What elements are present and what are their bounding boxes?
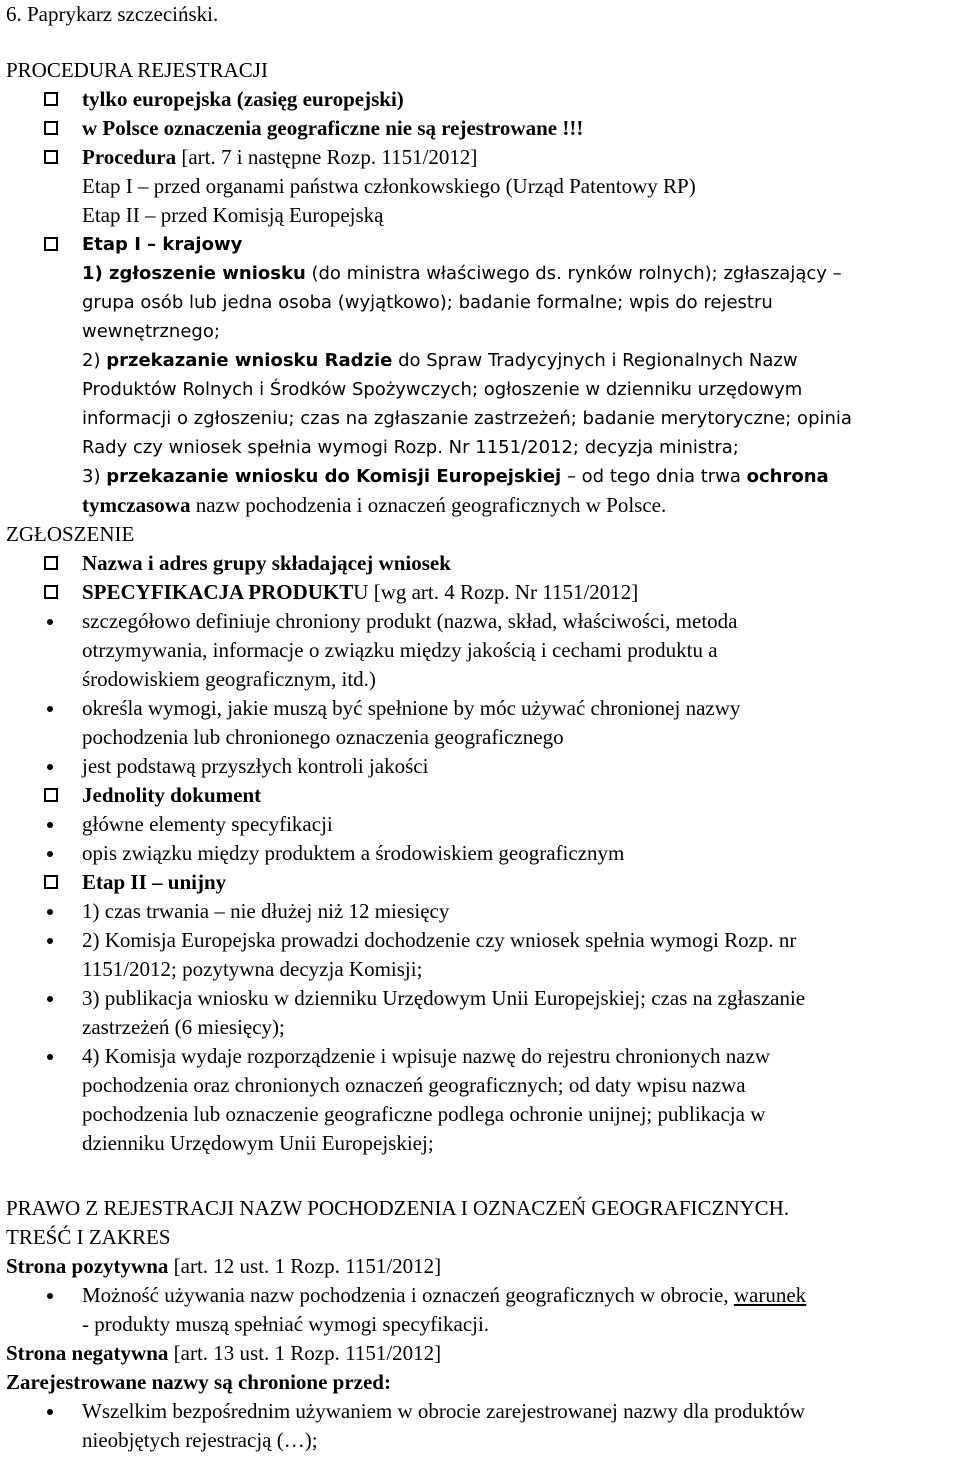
text-line: nieobjętych rejestracją (…); xyxy=(82,1428,318,1452)
checkbox-item: Nazwa i adres grupy składającej wniosek xyxy=(82,551,451,575)
text-line: pochodzenia lub chronionego oznaczenia geograficznego xyxy=(82,725,564,749)
bullet-icon xyxy=(47,851,53,857)
bullet-icon xyxy=(47,1293,53,1299)
bullet-icon xyxy=(47,619,53,625)
text-line: Etap II – przed Komisją Europejską xyxy=(82,203,384,227)
text-line: informacji o zgłoszeniu; czas na zgłaszanie zastrzeżeń; badanie merytoryczne; opinia xyxy=(82,408,852,429)
text-line: otrzymywania, informacje o związku między jakością i cechami produktu a xyxy=(82,638,718,662)
bullet-icon xyxy=(47,822,53,828)
bullet-icon xyxy=(47,764,53,770)
text-line: środowiskiem geograficznym, itd.) xyxy=(82,667,376,691)
checkbox-item: tylko europejska (zasięg europejski) xyxy=(82,87,404,111)
text-line: 1151/2012; pozytywna decyzja Komisji; xyxy=(82,957,423,981)
checkbox-icon xyxy=(44,121,58,135)
text-line: wewnętrznego; xyxy=(82,321,220,342)
checkbox-icon xyxy=(44,237,58,251)
checkbox-icon xyxy=(44,875,58,889)
list-item: główne elementy specyfikacji xyxy=(82,812,333,836)
protection-heading: Zarejestrowane nazwy są chronione przed: xyxy=(6,1370,391,1394)
bullet-icon xyxy=(47,909,53,915)
bullet-icon xyxy=(47,706,53,712)
checkbox-item: Procedura [art. 7 i następne Rozp. 1151/2012] xyxy=(82,145,478,169)
text-line: Rady czy wniosek spełnia wymogi Rozp. Nr 1151/2012; decyzja ministra; xyxy=(82,437,739,458)
application-heading: ZGŁOSZENIE xyxy=(6,522,135,546)
checkbox-icon xyxy=(44,150,58,164)
checkbox-icon xyxy=(44,585,58,599)
text-line: pochodzenia lub oznaczenie geograficzne podlega ochronie unijnej; publikacja w xyxy=(82,1102,766,1126)
text-line: grupa osób lub jedna osoba (wyjątkowo); badanie formalne; wpis do rejestru xyxy=(82,292,773,313)
list-item: 1) czas trwania – nie dłużej niż 12 miesięcy xyxy=(82,899,450,923)
list-item: Możność używania nazw pochodzenia i oznaczeń geograficznych w obrocie, warunek xyxy=(82,1283,807,1307)
checkbox-icon xyxy=(44,92,58,106)
text-line: 1) zgłoszenie wniosku (do ministra właściwego ds. rynków rolnych); zgłaszający – xyxy=(82,263,842,284)
checkbox-icon xyxy=(44,788,58,802)
positive-side-heading: Strona pozytywna [art. 12 ust. 1 Rozp. 1151/2012] xyxy=(6,1254,442,1278)
list-item: określa wymogi, jakie muszą być spełnione by móc używać chronionej nazwy xyxy=(82,696,741,720)
negative-side-heading: Strona negatywna [art. 13 ust. 1 Rozp. 1151/2012] xyxy=(6,1341,442,1365)
scope-heading: TREŚĆ I ZAKRES xyxy=(6,1225,171,1249)
checkbox-item: w Polsce oznaczenia geograficzne nie są rejestrowane !!! xyxy=(82,116,584,140)
text-line: Produktów Rolnych i Środków Spożywczych; ogłoszenie w dzienniku urzędowym xyxy=(82,379,803,400)
bullet-icon xyxy=(47,938,53,944)
text-line: pochodzenia oraz chronionych oznaczeń geograficznych; od daty wpisu nazwa xyxy=(82,1073,746,1097)
checkbox-item: Etap I – krajowy xyxy=(82,234,243,255)
checkbox-item: Etap II – unijny xyxy=(82,870,227,894)
text-line: 2) przekazanie wniosku Radzie do Spraw Tradycyjnych i Regionalnych Nazw xyxy=(82,350,798,371)
rights-heading: PRAWO Z REJESTRACJI NAZW POCHODZENIA I OZNACZEŃ GEOGRAFICZNYCH. xyxy=(6,1196,790,1220)
section-heading: 6. Paprykarz szczeciński. xyxy=(6,2,219,26)
list-item: 3) publikacja wniosku w dzienniku Urzędowym Unii Europejskiej; czas na zgłaszanie xyxy=(82,986,806,1010)
text-line: zastrzeżeń (6 miesięcy); xyxy=(82,1015,285,1039)
bullet-icon xyxy=(47,1054,53,1060)
list-item: jest podstawą przyszłych kontroli jakości xyxy=(82,754,429,778)
checkbox-item: Jednolity dokument xyxy=(82,783,262,807)
procedure-heading: PROCEDURA REJESTRACJI xyxy=(6,58,268,82)
text-line: tymczasowa nazw pochodzenia i oznaczeń geograficznych w Polsce. xyxy=(82,493,667,517)
bullet-icon xyxy=(47,996,53,1002)
text-line: Etap I – przed organami państwa członkowskiego (Urząd Patentowy RP) xyxy=(82,174,696,198)
list-item: szczegółowo definiuje chroniony produkt (nazwa, skład, właściwości, metoda xyxy=(82,609,738,633)
text-line: dzienniku Urzędowym Unii Europejskiej; xyxy=(82,1131,434,1155)
list-item: Wszelkim bezpośrednim używaniem w obrocie zarejestrowanej nazwy dla produktów xyxy=(82,1399,806,1423)
checkbox-icon xyxy=(44,556,58,570)
text-line: - produkty muszą spełniać wymogi specyfikacji. xyxy=(82,1312,490,1336)
list-item: 4) Komisja wydaje rozporządzenie i wpisuje nazwę do rejestru chronionych nazw xyxy=(82,1044,771,1068)
bullet-icon xyxy=(47,1409,53,1415)
checkbox-item: SPECYFIKACJA PRODUKTU [wg art. 4 Rozp. Nr 1151/2012] xyxy=(82,580,639,604)
text-line: 3) przekazanie wniosku do Komisji Europejskiej – od tego dnia trwa ochrona xyxy=(82,466,829,487)
list-item: opis związku między produktem a środowiskiem geograficznym xyxy=(82,841,625,865)
list-item: 2) Komisja Europejska prowadzi dochodzenie czy wniosek spełnia wymogi Rozp. nr xyxy=(82,928,797,952)
